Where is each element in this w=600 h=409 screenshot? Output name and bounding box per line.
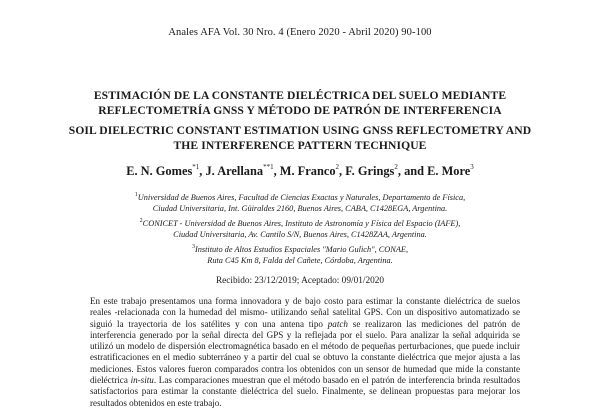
author-affiliation-mark: 2 — [335, 163, 340, 171]
author-separator: , — [339, 164, 346, 178]
author-name: E. More — [427, 164, 471, 178]
author-separator: , — [199, 164, 206, 178]
abstract-text: . Las comparaciones muestran que el método basado en el patrón de interferencia brinda resultados satisfactorios para estimar la constante dieléctrica del suelo. Finalmente, se delinean propuestas para mejorar los resultados obtenidos en este trabajo. — [90, 375, 521, 408]
title-spanish-line-1: ESTIMACIÓN DE LA CONSTANTE DIELÉCTRICA DEL SUELO MEDIANTE — [93, 89, 507, 102]
affiliation-line: Ciudad Universitaria, Av. Cantilo S/N, Buenos Aires, C1428ZAA, Argentina. — [173, 229, 427, 239]
abstract-paragraph — [90, 296, 520, 409]
title-english-line-2: THE INTERFERENCE PATTERN TECHNIQUE — [173, 138, 427, 152]
abstract-emphasis: in-situ — [130, 375, 154, 386]
received-accepted-dates: Recibido: 23/12/2019; Aceptado: 09/01/2020 — [215, 276, 385, 286]
author-affiliation-mark: 3 — [470, 163, 474, 171]
author-separator: , — [273, 164, 280, 178]
affiliation-line: CONICET - Universidad de Buenos Aires, Instituto de Astronomía y Física del Espacio (IAFE), — [142, 219, 461, 228]
affiliation-mark: 3 — [191, 244, 195, 250]
journal-header: Anales AFA Vol. 30 Nro. 4 (Enero 2020 - Abril 2020) 90-100 — [168, 27, 432, 38]
author-affiliation-mark: **1 — [263, 163, 274, 171]
title-english-line-1: SOIL DIELECTRIC CONSTANT ESTIMATION USING GNSS REFLECTOMETRY AND — [68, 124, 532, 137]
author-affiliation-mark: *1 — [192, 163, 200, 171]
title-spanish — [60, 89, 540, 118]
affiliation-line: Universidad de Buenos Aires, Facultad de Ciencias Exactas y Naturales, Departamento de Física, — [137, 193, 466, 202]
abstract — [90, 296, 520, 409]
affiliation-mark: 1 — [134, 192, 138, 198]
abstract-text: se realizaron las mediciones del patrón de interferencia generado por la señal directa del GPS y la reflejada por el suelo. Para analizar la señal adquirida se utilizó un modelo de dispersión electromagnética basado en el método de pequeñas perturbaciones, que puede incluir estratificaciones en el medio subterráneo y a partir del cual se obtuvo la constante dieléctrica que mejor ajusta a las mediciones. Estos valores fueron comparados contra los obtenidos con un sensor de humedad que mide la constante dieléctrica — [90, 318, 520, 386]
author-affiliation-mark: 2 — [394, 163, 398, 171]
author-list — [0, 164, 600, 179]
abstract-text: En este trabajo presentamos una forma innovadora y de bajo costo para estimar la constante dieléctrica de suelos reales -relacionada con la humedad del mismo- utilizando señal satelital GPS. Con un dispositivo automatizado se siguió la trayectoria de los satélites y con una antena tipo — [90, 296, 520, 329]
affiliation-line: Instituto de Altos Estudios Espaciales "Mario Gulich", CONAE, — [194, 245, 409, 254]
affiliation-line: Ruta C45 Km 8, Falda del Cañete, Córdoba, Argentina. — [207, 255, 393, 265]
abstract-emphasis: patch — [327, 318, 348, 329]
title-spanish-line-2: REFLECTOMETRÍA GNSS Y MÉTODO DE PATRÓN DE INTERFERENCIA — [98, 103, 502, 117]
author-name: M. Franco — [279, 164, 336, 178]
title-english — [60, 124, 540, 153]
affiliation-line: Ciudad Universitaria, Int. Güiraldes 2160, Buenos Aires, CABA, C1428EGA, Argentina. — [152, 203, 448, 213]
affiliation-2 — [100, 219, 500, 240]
author-name: E. N. Gomes — [126, 164, 193, 178]
author-name: J. Arellana — [205, 164, 264, 178]
affiliation-1 — [100, 193, 500, 214]
affiliation-3 — [100, 245, 500, 266]
author-name: F. Grings — [345, 164, 395, 178]
affiliation-mark: 2 — [139, 218, 143, 224]
author-separator: , and — [397, 164, 428, 178]
